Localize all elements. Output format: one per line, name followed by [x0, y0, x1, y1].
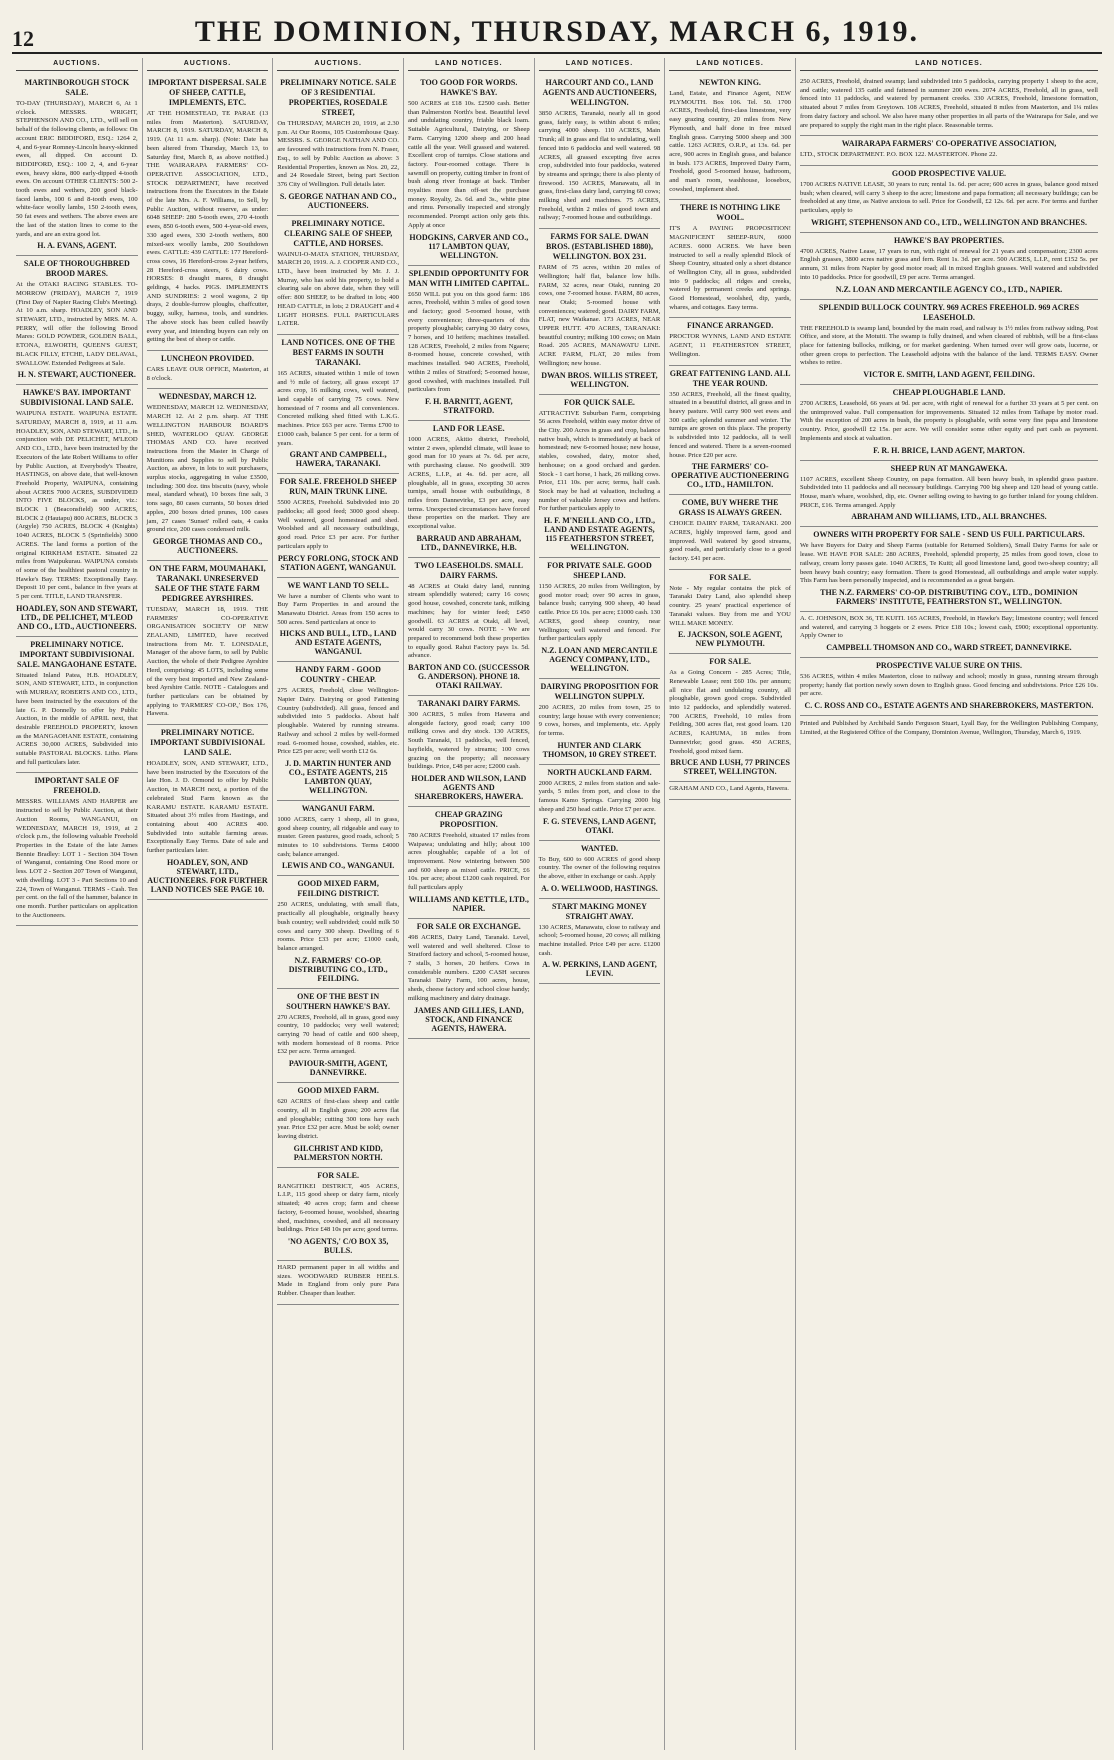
advertisement: [539, 558, 661, 679]
ad-signature: WILLIAMS AND KETTLE, LTD., NAPIER.: [408, 894, 529, 913]
column-header: LAND NOTICES.: [669, 58, 791, 71]
ad-body-text: WAIPUNA ESTATE. WAIPUNA ESTATE. SATURDAY, MARCH 8, 1919, at 11 a.m. HOADLEY, SON, AND STEWART, LTD., in conjunction with DE PELICHET, M'LEOD AND CO., LTD., have been instructed by the Executors of the late Robert Williams to offer by Public Auction, at Everybody's Theatre, HASTINGS, on above date, that well-known Freehold Property, WAIPUNA, containing about ACRES 7000 ACRES, SUBDIVIDED INTO FIVE BLOCKS, as under, viz.: BLOCK 1 (Beaconsfield) 900 ACRES, BLOCK 2 (Hautapu) 800 ACRES, BLOCK 3 (Argyle) 750 ACRES, BLOCK 4 (Knights) 1040 ACRES, BLOCK 5 (Sprinfields) 3000 ACRES. The land forms a portion of the original KIRKHAM ESTATE. Situated 22 miles from Waipukurau. WAIPUNA consists of some of the healthiest pastoral country in Hawke's Bay. TERMS: Exceptionally Easy. Deposit 10 per cent., balance in five years at 5 per cent. TITLE, LAND TRANSFER.: [16, 410, 138, 601]
advertisement: [669, 654, 791, 782]
ad-body-text: PROCTOR WYNNS, LAND AND ESTATE AGENT, 11 FEATHERSTON STREET, Wellington.: [669, 333, 791, 358]
ad-heading: HAWKE'S BAY. IMPORTANT SUBDIVISIONAL LAND SALE.: [20, 388, 134, 408]
advertisement: [16, 75, 138, 256]
advertisement: [800, 75, 1098, 136]
ad-signature: F. H. BARNITT, AGENT, STRATFORD.: [424, 396, 513, 415]
advertisement: [16, 773, 138, 926]
ad-signature: H. A. EVANS, AGENT.: [37, 241, 117, 251]
ad-signature: LEWIS AND CO., WANGANUI.: [281, 861, 395, 871]
advertisement: [147, 561, 269, 725]
ad-body-text: To Buy, 600 to 600 ACRES of good sheep country. The owner of the following requires the above, either in exchange or cash. Apply: [538, 855, 661, 880]
ad-body-text: 250 ACRES, undulating, with small flats, practically all ploughable, originally heavy bush country; well subdivided; could milk 50 cows and carry 300 sheep. Dwelling of 6 rooms. Price £33 per acre; £1000 cash, balance arranged.: [277, 901, 399, 952]
ad-heading: FOR SALE.: [709, 657, 751, 667]
ad-signature: H. F. M'NEILL AND CO., LTD., LAND AND ESTATE AGENTS, 115 FEATHERSTON STREET, WELLINGTON.: [543, 516, 656, 553]
ad-signature: HICKS AND BULL, LTD., LAND AND ESTATE AGENTS, WANGANUI.: [279, 629, 397, 657]
column-1: [12, 58, 143, 1750]
ad-signature: N.Z. LOAN AND MERCANTILE AGENCY COMPANY, LTD., WELLINGTON.: [541, 645, 658, 673]
advertisement: [147, 725, 269, 900]
ad-body-text: 130 ACRES, Manawatu, close to railway and school; 5-roomed house, 20 cows; all milking machine installed. Price £49 per acre. £1200 cash.: [538, 923, 661, 957]
ad-body-text: HARD permanent paper in all widths and sizes. WOODWARD RUBBER HEELS. Made in England from only pure Para Rubber. Cheaper than leather.: [277, 1263, 399, 1298]
ad-body-text: IT'S A PAYING PROPOSITION! MAGNIFICENT SHEEP-RUN, 6000 ACRES. 6000 ACRES. We have been instructed to sell a really splendid Block of Sheep Country, situated only a short distance of Wellington City, all in grass, subdivided into 9 paddocks; all ridges and creeks, watered by permanent creeks and springs. Good Homestead, woolshed, dip, yards, whares, and cottages. Easy terms.: [669, 225, 791, 311]
ad-body-text: Note - My regular contains the pick of Taranaki Dairy Land, also splendid sheep country. 25 years' practical experience of Taranaki values. Buy from me and YOU WILL MAKE MONEY.: [669, 584, 791, 627]
ad-heading: TARANAKI DAIRY FARMS.: [417, 699, 521, 709]
ad-heading: CHEAP GRAZING PROPOSITION.: [434, 809, 503, 829]
ad-signature: HOADLEY, SON AND STEWART, LTD., DE PELICHET, M'LEOD AND CO., LTD., AUCTIONEERS.: [16, 603, 138, 631]
advertisement: [800, 658, 1098, 716]
ad-signature: HOADLEY, SON, AND STEWART, LTD., AUCTIONEERS. FOR FURTHER LAND NOTICES SEE PAGE 10.: [147, 857, 268, 894]
ad-heading: WEDNESDAY, MARCH 12.: [158, 392, 257, 402]
ad-body-text: 165 ACRES, situated within 1 mile of town and ½ mile of factory, all grass except 17 acres crop, 16 milking cows, well watered, land capable of carrying 75 cows. New homestead of 7 rooms and all conveniences. Concreted milking shed fitted with L.K.G. machines. Price £63 per acre. Terms £700 to £1000 cash, balance 5 per cent. for a term of years.: [277, 369, 399, 447]
advertisement: [539, 229, 661, 394]
advertisement: [147, 389, 269, 561]
column-header: LAND NOTICES.: [539, 58, 661, 71]
ad-body-text: 200 ACRES, 20 miles from town, 25 to country; large house with every convenience; 9 cows, horses, and implements, etc. Apply for terms.: [538, 703, 661, 738]
advertisement: [539, 679, 661, 765]
ad-body-text: 48 ACRES at Otaki dairy land, running stream splendidly watered; carry 16 cows; good house, cowshed, concrete tank, milking machines; hay for winter feed; £450 goodwill. 63 ACRES at Otaki, all level, would carry 30 cows. NOTE - We are prepared to recommend both these properties to equally good. Rahui Factory pays 1s. 5d. advance.: [407, 582, 530, 660]
advertisement: [147, 351, 269, 389]
ad-heading: TOO GOOD FOR WORDS. HAWKE'S BAY.: [420, 78, 518, 97]
page-number: 12: [12, 26, 34, 51]
advertisement: [408, 696, 530, 807]
ad-body-text: TUESDAY, MARCH 18, 1919. THE FARMERS' CO-OPERATIVE ORGANISATION SOCIETY OF NEW ZEALAND, LIMITED, have received instructions from Mr. T. LONSDALE, Manager of the above farm, to sell by Public Auction, the whole of their Pedigree Ayrshire Herd, comprising: 45 LOTS, including some of the very best imported and New Zealand-bred Ayrshire Cattle. NOTE - Catalogues and further particulars can be obtained by applying to 'FARMERS' CO-OP.,' Box 176, Hawera.: [146, 605, 269, 718]
advertisement: [277, 474, 399, 577]
ad-body-text: FARM of 75 acres, within 20 miles of Wellington; half flat, balance low hills. FARM, 32 acres, near Otaki, running 20 cows, one 7-roomed house. FARM, 80 acres, near Otaki; 5-roomed house with conveniences; watered; good. DAIRY FARM, FLAT, new Waikanae. 173 ACRES, NEAR UPPER HUTT. 470 ACRES, TARANAKI: beautiful country; milking 100 cows; on Main Road. 205 ACRES, MANAWATU LINE. ACRE FARM, FLAT, 20 miles from Wellington; new house.: [538, 264, 661, 367]
ad-heading: IMPORTANT SALE OF FREEHOLD.: [34, 776, 120, 796]
advertisement: [408, 919, 530, 1039]
ad-body-text: CHOICE DAIRY FARM, TARANAKI. 200 ACRES, highly improved farm, good and improved. Well watered by good streams, good roads, and particularly close to a good factory. £41 per acre.: [669, 520, 791, 563]
ad-body-text: 780 ACRES Freehold, situated 17 miles from Waipawa; undulating and hilly; about 100 acres ploughable; capable of a lot of improvement. Now wintering between 500 and 600 sheep as mixed cattle. PRICE, £6 10s. per acre; about £1200 cash required. For full particulars apply: [407, 831, 530, 892]
advertisement: [800, 166, 1098, 233]
advertisement: [800, 461, 1098, 528]
ad-signature: VICTOR E. SMITH, LAND AGENT, FEILDING.: [863, 370, 1035, 380]
advertisement: [277, 1168, 399, 1261]
ad-signature: CAMPBELL THOMSON AND CO., WARD STREET, DANNEVIRKE.: [826, 643, 1072, 653]
advertisement: [669, 782, 791, 800]
ad-body-text: 4700 ACRES, Native Lease, 17 years to run, with right of renewal for 21 years and compensation; 2300 acres English grasses, 3800 acres native grass and fern. Rent 1s. 3d. per acre. 500 ACRES, L.I.P., rent £152 5s. per annum, 31 miles from Napier by good motor road; all in mixed English grasses. Well watered and subdivided into 10 paddocks. Price for goodwill, £9 per acre. Terms arranged.: [799, 247, 1098, 281]
ad-heading: FARMS FOR SALE. DWAN BROS. (ESTABLISHED 1880), WELLINGTON. BOX 231.: [545, 232, 653, 262]
advertisement: [277, 801, 399, 877]
ad-signature: HUNTER AND CLARK THOMSON, 10 GREY STREET.: [542, 740, 657, 759]
ad-body-text: We have Buyers for Dairy and Sheep Farms (suitable for Returned Soldiers), Small Dairy Farms for sale or lease. WE HAVE FOR SALE: 280 ACRES, Freehold, splendid property, 25 miles from good town, close to railway, cream lorry passes gate. 1040 ACRES, Te Kuiti; all good limestone land, good two-sheep country; all been heavy bush country; easy formation. There is good Homestead, all outbuildings and ample water supply. This Farm has been personally inspected, and is recommended as a great bargain.: [799, 542, 1098, 585]
ad-heading: COME, BUY WHERE THE GRASS IS ALWAYS GREEN.: [678, 498, 782, 518]
ad-heading: GOOD MIXED FARM, FEILDING DISTRICT.: [297, 879, 379, 899]
ad-heading: HARCOURT AND CO., LAND AGENTS AND AUCTIONEERS, WELLINGTON.: [542, 78, 657, 107]
ad-signature: C. C. ROSS AND CO., ESTATE AGENTS AND SHAREBROKERS, MASTERTON.: [804, 701, 1094, 711]
ad-body-text: 2700 ACRES, Leasehold, 66 years at 9d. per acre, with right of renewal for a further 33 years at 5 per cent. on the unimproved value. Full compensation for improvements. Situated 12 miles from Taihape by motor road. With the exception of 200 acres in bush, the property is ploughable, with some very fine papa and limestone country. Price, goodwill £2 15s. per acre. We will consider some other equity and part cash as payment. Implements and stock at valuation.: [799, 400, 1098, 442]
advertisement: [669, 495, 791, 570]
ad-signature: J. D. MARTIN HUNTER AND CO., ESTATE AGENTS, 215 LAMBTON QUAY, WELLINGTON.: [285, 758, 392, 795]
ad-body-text: 3850 ACRES, Taranaki, nearly all in good grass, fairly easy, is within about 6 miles; carrying 4000 sheep. 110 ACRES, Main Trunk; all in grass and flat to undulating, well fenced into 6 paddocks and well watered. 98 ACRES, all grassed excepting five acres crop, subdivided into four paddocks, watered by streams and springs; there is also plenty of firewood. 150 ACRES, Manawatu, all in grass, first-class dairy land, carrying 60 cows; milking shed and machines. 75 ACRES, Freehold, within 2 miles of good town and railway; 7-roomed house and outbuildings.: [538, 110, 661, 222]
column-5: [535, 58, 666, 1750]
ad-heading: SPLENDID BULLOCK COUNTRY. 969 ACRES FREEHOLD. 969 ACRES LEASEHOLD.: [818, 302, 1080, 322]
ad-body-text: 1150 ACRES, 20 miles from Wellington, by good motor road; over 90 acres in grass, balance bush; carrying 900 sheep, 40 head cattle. Price £6 10s. per acre; £1000 cash. 130 ACRES, good sheep country, near Wellington; well watered and fenced. For further particulars apply: [538, 583, 661, 643]
advertisement: [277, 1083, 399, 1168]
ad-body-text: AT THE HOMESTEAD, TE PARAE (13 miles from Masterton). SATURDAY, MARCH 8, 1919. SATURDAY, MARCH 8, 1919. (At 11 a.m. sharp). (Note: Date has been altered from Thursday, March 13, to Saturday first, March 8, as above notified.) THE WAIRARAPA FARMERS' CO-OPERATIVE ASSOCIATION, LTD., STOCK DEPARTMENT, have received instructions from the Executors in the Estate of the late Mrs. A. F. Williams, to Sell, by Public Auction, without reserve, as under: 6048 SHEEP: 280 5-tooth ewes, 270 4-tooth ewes, 850 6-tooth ewes, 500 4-year-old ewes, 330 aged ewes, 330 2-tooth wethers, 800 mixed-sex woolly lambs, 200 Southdown ewes. CATTLE: 439 CATTLE: 177 Hereford-cross cows, 16 Hereford-cross 2-year heifers, 28 Hereford-cross steers, 6 dairy cows. HORSES: 8 draught mares, 8 draught geldings, 4 hacks. PIGS. IMPLEMENTS AND SUNDRIES: 2 wool wagons, 2 tip drays, 2 double-furrow ploughs, chaffcutter, buggy, sulky, harness, tools, and sundries. The above stock has been culled heavily every year, and intending buyers can rely on getting the best of sheep or cattle.: [146, 110, 269, 344]
advertisement: [800, 385, 1098, 461]
advertisement: [408, 807, 530, 919]
ad-signature: F. G. STEVENS, LAND AGENT, OTAKI.: [542, 816, 656, 835]
ad-heading: GOOD MIXED FARM.: [297, 1086, 379, 1096]
ad-body-text: On THURSDAY, MARCH 20, 1919, at 2.30 p.m. At Our Rooms, 105 Customhouse Quay. MESSRS. S. GEORGE NATHAN AND CO. are favoured with instructions from N. Fraser, Esq., to sell by Public Auction as above: 3 Residential Properties, known as Nos. 20, 22, and 24 Rosedale Street, being part Section 376 City of Wellington. Full details later.: [277, 120, 399, 188]
ad-heading: PRELIMINARY NOTICE. IMPORTANT SUBDIVISIONAL SALE. MANGAOHANE ESTATE.: [16, 639, 137, 669]
ad-signature: GEORGE THOMAS AND CO., AUCTIONEERS.: [152, 536, 263, 555]
ad-heading: LAND FOR LEASE.: [432, 423, 505, 433]
advertisement: [277, 876, 399, 988]
ad-body-text: 1107 ACRES, excellent Sheep Country, on papa formation. All been heavy bush, in splendid grass pasture. Subdivided into 11 paddocks and all necessary buildings. Carrying 700 big sheep and 120 head of young cattle. House, man's whare, woolshed, dip, etc. Owner selling owing to having to go further inland for young children. PRICE, £16. Terms arranged. Apply: [799, 475, 1098, 509]
ad-heading: OWNERS WITH PROPERTY FOR SALE - SEND US FULL PARTICULARS.: [813, 530, 1085, 540]
ad-body-text: 5500 ACRES, Freehold. Subdivided into 20 paddocks; all good feed; 3000 good sheep. Well watered, good homestead and shed. Woolshed and all necessary outbuildings, good road. Price £3 per acre. For further particulars apply to: [277, 499, 399, 550]
ad-body-text: We have a number of Clients who want to Buy Farm Properties in and around the Manawatu District. Areas from 150 acres to 500 acres. Send particulars at once to: [277, 592, 399, 626]
column-header: LAND NOTICES.: [800, 58, 1098, 71]
advertisement: [669, 75, 791, 200]
advertisement: [277, 662, 399, 801]
ad-heading: FOR SALE.: [709, 572, 751, 582]
page-title: THE DOMINION, THURSDAY, MARCH 6, 1919.: [194, 15, 920, 48]
masthead: [12, 10, 1102, 54]
ad-heading: SALE OF THOROUGHBRED BROOD MARES.: [23, 259, 130, 279]
advertisement: [408, 421, 530, 558]
ad-signature: A. O. WELLWOOD, HASTINGS.: [541, 883, 658, 893]
ad-signature: S. GEORGE NATHAN AND CO., AUCTIONEERS.: [279, 191, 397, 210]
advertisement: [669, 570, 791, 655]
ad-signature: 'NO AGENTS,' C/O BOX 35, BULLS.: [287, 1236, 389, 1255]
ad-heading: IMPORTANT DISPERSAL SALE OF SHEEP, CATTLE, IMPLEMENTS, ETC.: [148, 78, 267, 107]
ad-body-text: A. C. JOHNSON, BOX 36, TE KUITI. 165 ACRES, Freehold, in Hawke's Bay; limestone country; well fenced and watered, and carrying 3 hoggets or 2 ewes. Price £18 10s.; lowest cash, £900; exceptional opportunity. Apply Owner to: [799, 614, 1098, 640]
ad-heading: GOOD PROSPECTIVE VALUE.: [891, 168, 1007, 178]
advertisement: [277, 335, 399, 474]
ad-heading: START MAKING MONEY STRAIGHT AWAY.: [551, 901, 647, 921]
ad-body-text: As a Going Concern - 285 Acres; Title, Renewable Lease; rent £60 10s. per annum; all nice flat and undulating country, all ploughable, grown good crops. Subdivided into 12 paddocks, and splendidly watered. 700 ACRES, Freehold, 10 miles from Feilding, 300 acres flat, rest good loam. 120 ACRES, KAHUMA, 18 miles from Dannevirke; good grass. 450 ACRES, Freehold, good mixed farm.: [669, 669, 791, 755]
ad-body-text: At the OTAKI RACING STABLES. TO-MORROW (FRIDAY), MARCH 7, 1919 (First Day of Napier Racing Club's Meeting). At 10 a.m. sharp. HOADLEY, SON AND STEWART, LTD., instructed by MRS. M. A. PERRY, will offer the following Brood Mares: GOLD POWDER, GOLDEN BALL, ETONA, ELWORTH, QUEEN'S GUEST, BLACK FILLY, ETCHE, LADY DELAVAL, SWALLOW. Extended Pedigrees at Sale.: [16, 281, 138, 367]
ad-signature: WRIGHT, STEPHENSON AND CO., LTD., WELLINGTON AND BRANCHES.: [810, 217, 1087, 227]
column-header: LAND NOTICES.: [408, 58, 530, 71]
ad-signature: H. N. STEWART, AUCTIONEER.: [17, 370, 136, 380]
ad-body-text: 536 ACRES, within 4 miles Masterton, close to railway and school; mostly in grass, running stream through property; handy flat portion newly sown down to English grass. Good fencing and subdivisions. Price £26 10s. per acre.: [799, 673, 1098, 698]
advertisement: [16, 256, 138, 385]
ad-signature: DWAN BROS. WILLIS STREET, WELLINGTON.: [541, 370, 658, 389]
ad-body-text: 275 ACRES, Freehold, close Wellington-Napier Dairy. Dairying or good Fattening Country (subdivided). All grass, fenced and subdivided into 5 paddocks. About half ploughable. Watered by running streams. Railway and school 2 miles by well-formed road. 6-roomed house, cowshed, stables, etc. Price £25 per acre; well worth £12 6s.: [277, 687, 399, 756]
ad-signature: E. JACKSON, SOLE AGENT, NEW PLYMOUTH.: [677, 630, 783, 649]
ad-body-text: 1000 ACRES, Akitio district, Freehold, winter 2 ewes, splendid climate, will lease to good man for 10 years at 7s. 6d. per acre, with purchasing clause. No goodwill. 309 ACRES, L.I.P., at 4s. 6d. per acre, all ploughable, all in grass, excepting 30 acres turnips, small house with outbuildings, 8 miles from Dannevirke, £3 per acre, easy terms. Unexpected circumstances have forced these properties on the market. They are exceptional value.: [407, 435, 530, 531]
ad-heading: PRELIMINARY NOTICE. SALE OF 3 RESIDENTIAL PROPERTIES, ROSEDALE STREET,: [280, 78, 397, 117]
ad-signature: BARTON AND CO. (SUCCESSOR G. ANDERSON). PHONE 18. OTAKI RAILWAY.: [408, 663, 530, 691]
column-7: [796, 58, 1102, 1750]
ad-body-text: WEDNESDAY, MARCH 12. WEDNESDAY, MARCH 12. At 2 p.m. sharp. AT THE WELLINGTON HARBOUR BOARD'S SHED, WATERLOO QUAY. GEORGE THOMAS AND CO. have received instructions from the Master in Charge of Munitions and Supplies to sell by Public Auction, as above, in lots to suit purchasers, surplus stocks, aggregating in value £3500, including: 300 doz. tins biscuits (navy, whole meal, standard wheat), 10 boxes fine salt, 3 tons sago, 80 cases currants, 50 boxes dried apples, 200 boxes dried prunes, 100 cases jam, 27 cases 'Sunset' rolled oats, 4 casks ground rice, 200 cases condensed milk.: [146, 404, 269, 534]
ad-body-text: 270 ACRES, Freehold, all in grass, good easy country, 10 paddocks; very well watered; carrying 70 head of cattle and 600 sheep, with modern homestead of 8 rooms. Price £32 per acre. Terms arranged.: [277, 1013, 399, 1056]
advertisement: [539, 765, 661, 841]
advertisement: [800, 612, 1098, 658]
ad-heading: FOR SALE OR EXCHANGE.: [416, 921, 521, 931]
column-6: [665, 58, 796, 1750]
advertisement: [800, 527, 1098, 612]
advertisement: [277, 1261, 399, 1305]
ad-heading: GREAT FATTENING LAND. ALL THE YEAR ROUND.: [669, 368, 791, 388]
column-header: AUCTIONS.: [147, 58, 269, 71]
advertisement: [147, 75, 269, 351]
ad-heading: HAWKE'S BAY PROPERTIES.: [893, 235, 1004, 245]
ad-heading: WAIRARAPA FARMERS' CO-OPERATIVE ASSOCIATION,: [841, 139, 1057, 149]
ad-body-text: ATTRACTIVE Suburban Farm, comprising 56 acres Freehold, within easy motor drive of the City. 200 Acres in grass and crop, balance native bush, which is immediately at back of homestead; new 6-roomed house; new house, stables, cowshed, dairy, motor shed, henhouse; on a good orchard and garden. Stock - 1 cart horse, 1 hack, 26 milking cows. Price, £11 10s. per acre; terms, half cash. Stock may be had at valuation, including a number of valuable Jersey cows and heifers. For further particulars apply to: [538, 409, 661, 513]
advertisement: [539, 395, 661, 558]
ad-body-text: 2000 ACRES, 2 miles from station and sale-yards, 5 miles from port, and close to the famous Kamo Springs. Carrying 2000 big sheep and 250 head cattle. Price £7 per acre.: [538, 779, 661, 813]
ad-signature: GILCHRIST AND KIDD, PALMERSTON NORTH.: [293, 1143, 383, 1162]
advertisement: [408, 558, 530, 696]
column-header: AUCTIONS.: [277, 58, 399, 71]
column-4: [404, 58, 535, 1750]
ad-heading: WANTED.: [580, 843, 619, 853]
ad-heading: HANDY FARM - GOOD COUNTRY - CHEAP.: [295, 665, 381, 685]
ad-body-text: THE FREEHOLD is swamp land, bounded by the main road, and railway is 1½ miles from railway siding, Post Office, and store, at the Motuiti. The swamp is fully drained, and when cleared of rubbish, will be a first-class place for fattening bullocks, milking, or for market gardening. When turned over will grow oats, lucerne, or other green crops to perfection. The Leasehold adjoins with the balance of the land. TERMS EASY. Owner wishes to retire.: [799, 324, 1098, 367]
ad-signature: ABRAHAM AND WILLIAMS, LTD., ALL BRANCHES.: [851, 512, 1047, 522]
ad-body-text: 350 ACRES, Freehold, all the finest quality, situated in a beautiful district, all grass and in heavy pasture. Will carry 900 wet ewes and 300 cattle; splendid summer and winter. The turnips are grown on this place. The property is subdivided into 12 paddocks, all is well fenced and watered. There is a seven-roomed house. Price £20 per acre.: [669, 390, 791, 459]
ad-body-text: Situated Inland Patea, H.B. HOADLEY, SON, AND STEWART, LTD., in conjunction with MURRAY, ROBERTS AND CO., LTD., have been instructed by the executors of the late G. P. Donnelly to offer by Public Auction, in the middle of APRIL next, that desirable FREEHOLD PROPERTY, known as the MANGAOHANE ESTATE, containing ACRES 30,000 ACRES, Subdivided into suitable PASTORAL BLOCKS. Litho. Plans and full particulars later.: [16, 671, 138, 766]
advertisement: [539, 75, 661, 229]
ad-body-text: 1000 ACRES, carry 1 sheep, all in grass, good sheep country, all ridgeable and easy to muster. Green pastures, good roads, school; 5 minutes to 10 subdivisions. Terms £4000 cash; balance arranged.: [277, 815, 399, 858]
ad-body-text: 500 ACRES at £18 10s. £2500 cash. Better than Palmerston North's best. Beautiful level and undulating country, friable black loam. Suitable Agricultural, Dairying, or Sheep Farm. Carrying 1200 sheep and 200 head cattle all the year. Well grassed and watered. Excellent crop of turnips. Close stations and factory. Four-roomed cottage. There is sawmill on property, cutting timber in front of bush along river frontage at back. Timber royalties more than off-set the purchase money. Royalty, 2s. 6d. and 3s., white pine and rimu. Personally inspected and strongly recommended. Prompt action only gets this. Apply at once: [407, 100, 530, 229]
ad-signature: HODGKINS, CARVER AND CO., 117 LAMBTON QUAY, WELLINGTON.: [409, 232, 529, 260]
advertisement: [408, 75, 530, 266]
column-3: [273, 58, 404, 1750]
ad-body-text: GRAHAM AND CO., Land Agents, Hawera.: [669, 785, 789, 793]
advertisement: [669, 200, 791, 318]
ad-body-text: CARS LEAVE OUR OFFICE, Masterton, at 8 o'clock.: [146, 365, 269, 382]
advertisement: [277, 216, 399, 335]
ad-heading: CHEAP PLOUGHABLE LAND.: [892, 388, 1006, 398]
ad-heading: ON THE FARM, MOUMAHAKI, TARANAKI. UNRESERVED SALE OF THE STATE FARM PEDIGREE AYRSHIRES.: [149, 563, 266, 603]
advertisement: [669, 318, 791, 365]
columns-container: [12, 58, 1102, 1750]
advertisement: [800, 300, 1098, 386]
advertisement: [669, 366, 791, 496]
ad-heading: THERE IS NOTHING LIKE WOOL.: [679, 203, 781, 223]
ad-signature: GRANT AND CAMPBELL, HAWERA, TARANAKI.: [289, 450, 387, 469]
advertisement: [16, 637, 138, 774]
ad-signature: N.Z. LOAN AND MERCANTILE AGENCY CO., LTD., NAPIER.: [835, 284, 1063, 294]
ad-body-text: 1700 ACRES NATIVE LEASE, 30 years to run; rental 1s. 6d. per acre; 600 acres in grass, balance good mixed bush; when cleared, will carry 3 sheep to the acre; limestone and papa formation; all necessary buildings; can be freeholded at any time, as Native anxious to sell. Price for Goodwill, £2 12s. 6d. per acre. For terms and further particulars, apply to: [799, 180, 1098, 215]
ad-body-text: 250 ACRES, Freehold, drained swamp; land subdivided into 5 paddocks, carrying property 1 sheep to the acre, and cattle; watered 135 cattle and fattened in summer 200 ewes. 2074 ACRES, Freehold, all in grass, well fenced into 11 paddocks, and watered by permanent creeks. 330 ACRES, Freehold, limestone formation, situated about 7 miles from Greytown. 108 ACRES, Freehold, situated 8 miles from Masterton, and 1¼ miles from dairy factory and school. We also have many other properties in all parts of the Wairarapa for Sale, and we are prepared to supply the right man in the right place. Reasonable terms.: [799, 78, 1098, 129]
ad-heading: LAND NOTICES. ONE OF THE BEST FARMS IN SOUTH TARANAKI.: [281, 337, 395, 367]
ad-heading: MARTINBOROUGH STOCK SALE.: [24, 78, 130, 97]
ad-signature: THE FARMERS' CO-OPERATIVE AUCTIONEERING CO., LTD., HAMILTON.: [671, 462, 790, 490]
ad-heading: FOR SALE.: [317, 1170, 360, 1180]
ad-heading: ONE OF THE BEST IN SOUTHERN HAWKE'S BAY.: [286, 991, 390, 1011]
column-header: AUCTIONS.: [16, 58, 138, 71]
ad-signature: PERCY FORLONG, STOCK AND STATION AGENT, WANGANUI.: [277, 553, 399, 572]
ad-heading: FOR SALE. FREEHOLD SHEEP RUN, MAIN TRUNK LINE.: [279, 477, 397, 497]
advertisement: [408, 266, 530, 421]
ad-heading: WANGANUI FARM.: [301, 803, 375, 813]
publisher-imprint: Printed and Published by Archibald Sando Ferguson Stuart, Lyall Bay, for the Wellington Publishing Company, Limited, at the Registered Office of the Company, Dominion Avenue, Wellington, Thursday, March 6, 1919.: [799, 720, 1098, 736]
advertisement: [800, 233, 1098, 300]
ad-heading: TWO LEASEHOLDS. SMALL DAIRY FARMS.: [414, 560, 523, 580]
ad-body-text: RANGITIKEI DISTRICT, 405 ACRES, L.I.P., 115 good sheep or dairy farm, nicely situated; 40 acres crop; farm and cheese factory, 6-roomed house, woolshed, shearing shed, machines, cowshed, and all necessary buildings. Price £48 10s per acre; good terms.: [277, 1182, 399, 1234]
ad-signature: F. R. H. BRICE, LAND AGENT, MARTON.: [873, 445, 1025, 455]
column-2: [143, 58, 274, 1750]
ad-body-text: HOADLEY, SON, AND STEWART, LTD., have been instructed by the Executors of the late Hon. J. D. Ormond to offer by Public Auction, in MARCH next, a portion of the celebrated Stud Farm known as the KARAMU ESTATE. KARAMU ESTATE. Situated about 3½ miles from Hastings, and containing about 400 ACRES 400. Subdivided into suitable farming areas. Exceptionally Easy Terms. Date of sale and further particulars later.: [146, 760, 269, 855]
ad-heading: FOR PRIVATE SALE. GOOD SHEEP LAND.: [547, 561, 652, 581]
ad-heading: DAIRYING PROPOSITION FOR WELLINGTON SUPPLY.: [540, 681, 659, 701]
advertisement: [277, 578, 399, 663]
advertisement: [277, 989, 399, 1084]
ad-heading: NEWTON KING.: [699, 78, 761, 87]
ad-heading: PRELIMINARY NOTICE. IMPORTANT SUBDIVISIONAL LAND SALE.: [150, 728, 265, 758]
ad-body-text: WAINUI-O-MATA STATION, THURSDAY, MARCH 20, 1919. A. J. COOPER AND CO., LTD., have been instructed by Mr. J. J. Murray, who has sold his property, to hold a clearing sale on above date, when they will offer: 800 SHEEP, to be drafted in lots; 400 HEAD CATTLE, in lots; 2 DRAUGHT and 4 LIGHT HORSES. FULL PARTICULARS LATER.: [277, 250, 399, 328]
ad-body-text: TO-DAY (THURSDAY), MARCH 6, At 1 o'clock. MESSRS. WRIGHT, STEPHENSON AND CO., LTD., will sell on behalf of the following clients, as follows: On account ERIC BIDDIFORD, ESQ.: 1264 2, 4, and 6-year Romney-Lincoln heavy-skinned ewes, all dipped. On account D. BIDDIFORD, ESQ.: 100 2, 4, and 6-year ewes, heavy skins, 800 early-dipped 4-tooth ewes. On account OTHER CLIENTS: 500 2-tooth ewes and wethers, 200 good black-faced lambs, 100 6 and 8-tooth ewes, 100 white-face woolly lambs, 150 2-tooth ewes, 50 fat ewes and wethers. The above ewes are the last of the station lines to come to the yards, and are an extra good lot.: [16, 100, 138, 238]
ad-body-text: 300 ACRES, 5 miles from Hawera and alongside factory, good road; carry 100 milking cows and dry stock. 130 ACRES, South Taranaki, 11 paddocks, well fenced, hayfields, watered by streams; 100 cows grazing on the property; all necessary buildings. Price, £48 per acre; £2000 cash.: [407, 711, 530, 771]
ad-heading: FINANCE ARRANGED.: [686, 321, 774, 331]
advertisement: [539, 841, 661, 899]
ad-signature: A. W. PERKINS, LAND AGENT, LEVIN.: [542, 960, 657, 979]
ad-heading: SHEEP RUN AT MANGAWEKA.: [890, 463, 1008, 473]
ad-signature: BRUCE AND LUSH, 77 PRINCES STREET, WELLINGTON.: [670, 758, 790, 777]
ad-body-text: Land, Estate, and Finance Agent, NEW PLYMOUTH. Box 106. Tel. 50. 1700 ACRES, Freehold, first-class limestone, very easy grazing country, 20 miles from New Plymouth, and half done in free mixed English grass. Carrying 5000 sheep and 300 cattle. 1263 ACRES, O.R.P., at 13s. 6d. per acre, 900 acres in English grass, and balance in bush. 173 ACRES, Improved Dairy Farm, Freehold, good 5-roomed house, bathroom, and man's room, washhouse, loosebox, cowshed, implement shed.: [669, 90, 791, 193]
ad-heading: NORTH AUCKLAND FARM.: [547, 767, 652, 777]
advertisement: [277, 75, 399, 216]
ad-heading: FOR QUICK SALE.: [564, 397, 635, 407]
ad-heading: PROSPECTIVE VALUE SURE ON THIS.: [875, 661, 1022, 671]
ad-body-text: 498 ACRES, Dairy Land, Taranaki. Level, well watered and well sheltered. Close to Stratford factory and school, 5-roomed house, 7 stalls, 3 horses, 20 heifers. Cows in considerable numbers. £200 CASH secures Taranaki Dairy Farm, 100 acres, house, sheds, cheese factory and school close handy; milking machinery and dairy drainage.: [407, 933, 530, 1002]
ad-body-text: MESSRS. WILLIAMS AND HARPER are instructed to sell by Public Auction, at their Auction Rooms, WANGANUI, on WEDNESDAY, MARCH 19, 1919, at 2 o'clock p.m., the following valuable Freehold Properties in the Estate of the late James Bennie Bradley: LOT 1 - Section 304 Town of Wanganui, containing One Rood more or less. LOT 2 - Section 207 Town of Wanganui, with dwelling. LOT 3 - Part Sections 10 and 224, Town of Wanganui. TERMS - Cash. Ten per cent. on the fall of the hammer, balance in one month. Further particulars on application to the Auctioneers.: [16, 798, 138, 919]
advertisement: [800, 136, 1098, 166]
ad-body-text: LTD., STOCK DEPARTMENT. P.O. BOX 122. MASTERTON. Phone 22.: [799, 151, 998, 159]
ad-heading: LUNCHEON PROVIDED.: [161, 353, 254, 363]
ad-body-text: £650 WILL put you on this good farm: 186 acres, Freehold, within 3 miles of good town and factory; good 5-roomed house, with every convenience; three-quarters of this property ploughable; carrying 30 dairy cows, 7 horses, and 10 heifers; machines installed. 128 ACRES, Freehold, 2 miles from Ngaere; 8-roomed house, concrete cowshed, with machines installed. 940 ACRES, Freehold, within 2 miles of Stratford; 5-roomed house, good cowshed, with machines installed. Full particulars from: [407, 290, 530, 394]
ad-signature: JAMES AND GILLIES, LAND, STOCK, AND FINANCE AGENTS, HAWERA.: [414, 1005, 524, 1033]
ad-heading: SPLENDID OPPORTUNITY FOR MAN WITH LIMITED CAPITAL.: [408, 268, 530, 288]
ad-body-text: 620 ACRES of first-class sheep and cattle country, all in English grass; 200 acres flat and ploughable; cutting 300 tons hay each year. Price £32 per acre. Must be sold; owner leaving district.: [277, 1098, 399, 1140]
ad-heading: PRELIMINARY NOTICE. CLEARING SALE OF SHEEP, CATTLE, AND HORSES.: [283, 218, 393, 248]
ad-signature: THE N.Z. FARMERS' CO-OP. DISTRIBUTING COY., LTD., DOMINION FARMERS' INSTITUTE, FEATHERSTON ST., WELLINGTON.: [820, 587, 1078, 606]
ad-signature: HOLDER AND WILSON, LAND AGENTS AND SHAREBROKERS, HAWERA.: [411, 773, 527, 801]
advertisement: [539, 899, 661, 985]
ad-signature: BARRAUD AND ABRAHAM, LTD., DANNEVIRKE, H.B.: [416, 533, 522, 552]
ad-signature: PAVIOUR-SMITH, AGENT, DANNEVIRKE.: [288, 1059, 388, 1078]
ad-signature: N.Z. FARMERS' CO-OP. DISTRIBUTING CO., LTD., FEILDING.: [288, 955, 388, 983]
ad-heading: WE WANT LAND TO SELL.: [287, 580, 389, 590]
advertisement: [16, 385, 138, 636]
